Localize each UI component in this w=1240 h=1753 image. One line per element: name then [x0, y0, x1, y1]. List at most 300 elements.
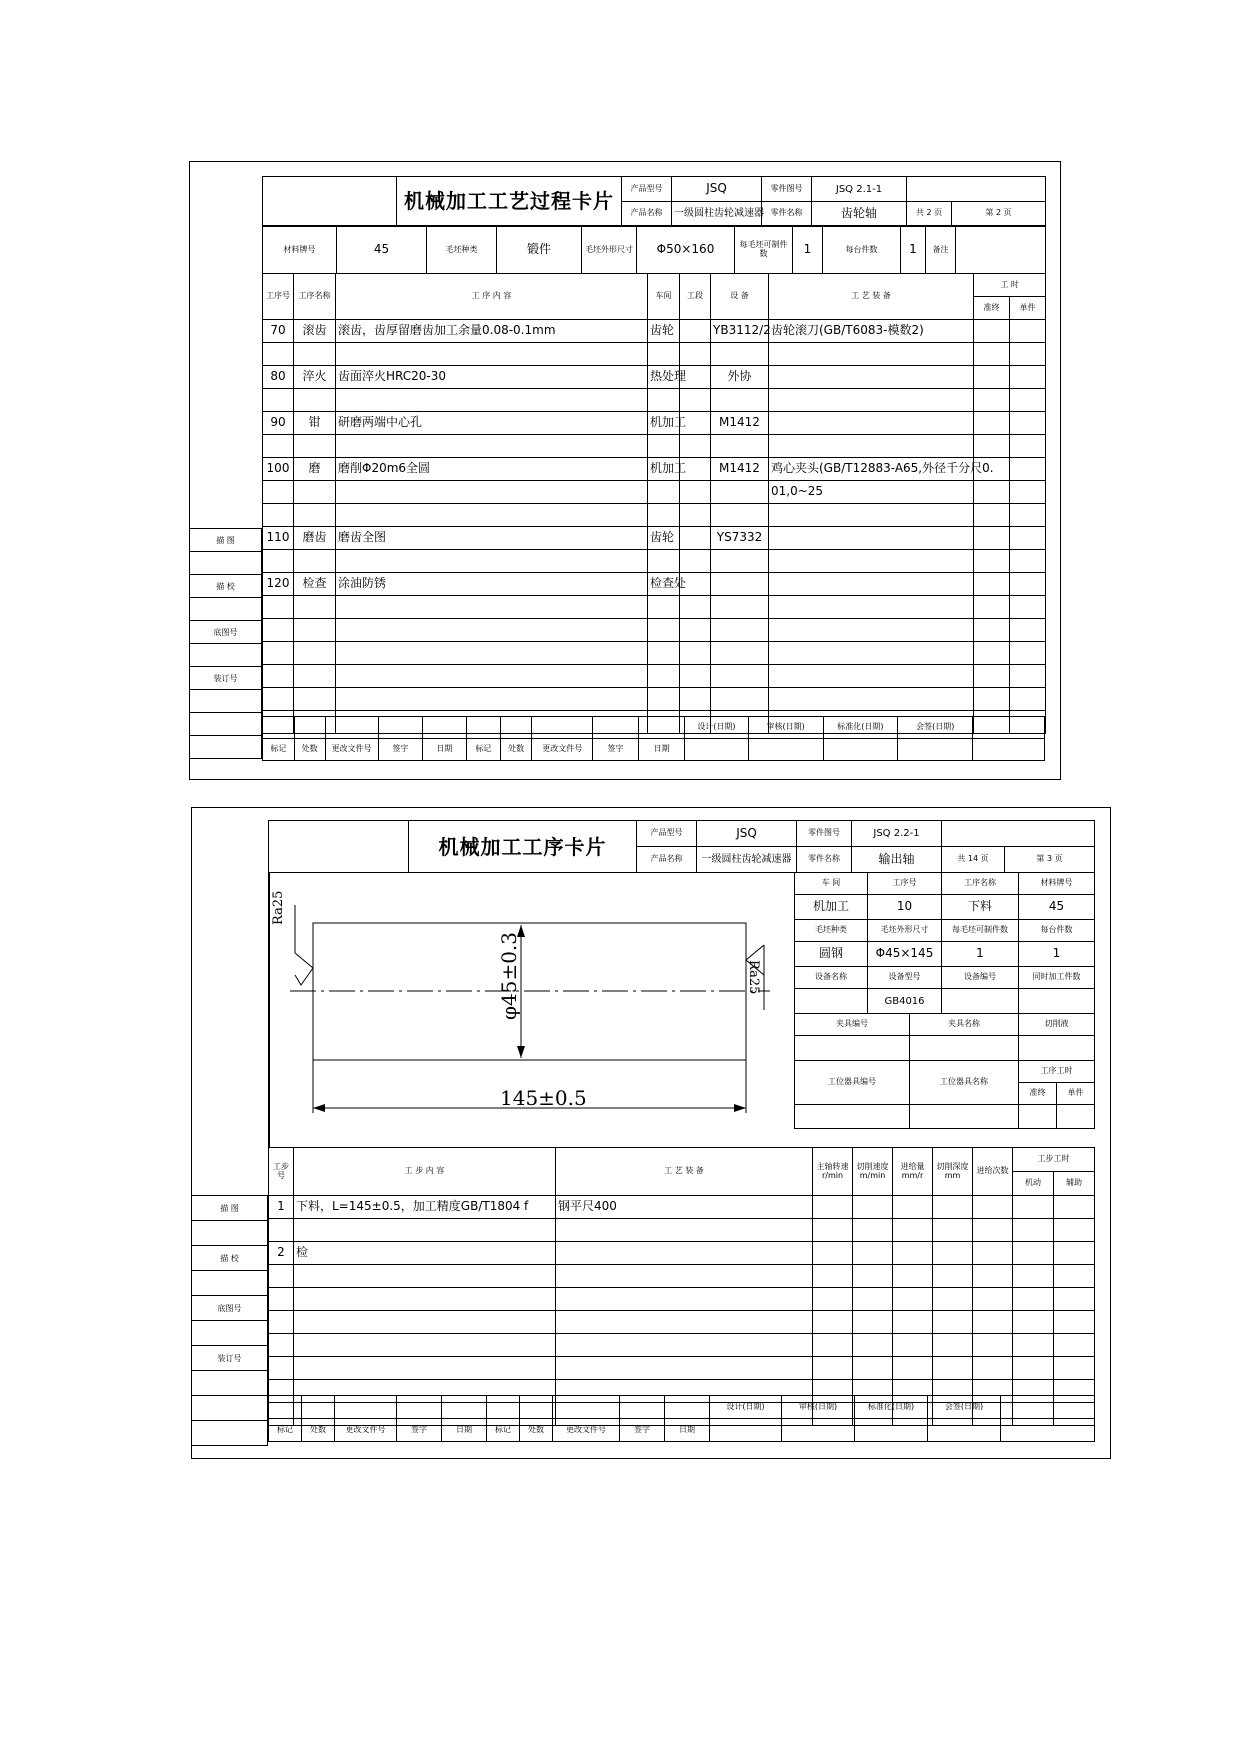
side-base-no: 底图号: [190, 621, 262, 644]
op-name: [294, 435, 336, 458]
col-tooling: 工 艺 装 备: [769, 274, 974, 320]
section: [680, 389, 711, 412]
prep-time: [974, 573, 1010, 596]
spindle-speed: [813, 1265, 853, 1288]
op-no: [263, 435, 294, 458]
label: 工序名称: [942, 873, 1019, 895]
table-row: [269, 1196, 1095, 1219]
op-content: [336, 504, 648, 527]
equipment: [711, 504, 769, 527]
tooling: [769, 688, 974, 711]
step-content: [294, 1288, 556, 1311]
prep-time: [974, 642, 1010, 665]
op-name: [294, 481, 336, 504]
footer-sign: 会签(日期): [928, 1396, 1001, 1419]
spindle-speed: [813, 1357, 853, 1380]
table-row: [263, 688, 1046, 711]
step-content: [294, 1265, 556, 1288]
table-row: [263, 320, 1046, 343]
total-pages: 共 2 页: [907, 202, 952, 226]
part-name: 输出轴: [852, 847, 942, 873]
table-row: [269, 1242, 1095, 1265]
section: [680, 642, 711, 665]
current-page: 第 3 页: [1005, 847, 1095, 873]
passes: [973, 1334, 1013, 1357]
workshop: [648, 665, 680, 688]
op-name: [294, 665, 336, 688]
tooling: [769, 343, 974, 366]
card2-title: 机械加工工序卡片: [409, 821, 637, 873]
col-feed: 进给量 mm/r: [893, 1148, 933, 1196]
footer-standard: 标准化(日期): [855, 1396, 928, 1419]
prep-time: [974, 619, 1010, 642]
label: 毛坯种类: [795, 920, 868, 942]
section: [680, 596, 711, 619]
op-name: 淬火: [294, 366, 336, 389]
side-trace-check: 描 校: [192, 1246, 268, 1271]
feed: [893, 1311, 933, 1334]
col-equipment: 设 备: [711, 274, 769, 320]
workshop: [648, 504, 680, 527]
footer-review: 审核(日期): [748, 717, 823, 739]
section: [680, 504, 711, 527]
label: 每毛坯可制件数: [942, 920, 1019, 942]
machine-time: [1013, 1265, 1054, 1288]
step-no: 1: [269, 1196, 294, 1219]
spindle-speed: [813, 1219, 853, 1242]
footer-sign: 会签(日期): [898, 717, 973, 739]
footer-cell: [782, 1419, 855, 1442]
unit-time: [1010, 550, 1046, 573]
tooling: [769, 527, 974, 550]
footer-cell: [928, 1419, 1001, 1442]
aux-time: [1054, 1334, 1095, 1357]
label: 产品名称: [637, 847, 697, 873]
section: [680, 481, 711, 504]
table-row: [263, 435, 1046, 458]
equipment: [711, 642, 769, 665]
op-no: [263, 343, 294, 366]
equipment: YS7332: [711, 527, 769, 550]
tooling: [769, 596, 974, 619]
section: [680, 619, 711, 642]
passes: [973, 1219, 1013, 1242]
op-content: [336, 688, 648, 711]
label: 工序号: [868, 873, 942, 895]
workshop: [648, 550, 680, 573]
op-name: [294, 619, 336, 642]
label: 材料牌号: [1019, 873, 1095, 895]
tooling: [769, 573, 974, 596]
op-content: 磨削Φ20m6全圆: [336, 458, 648, 481]
col-prep: 准终: [974, 297, 1010, 320]
aux-time: [1054, 1288, 1095, 1311]
tooling: [769, 550, 974, 573]
equipment: [711, 389, 769, 412]
depth: [933, 1334, 973, 1357]
unit-time: [1010, 527, 1046, 550]
step-no: 2: [269, 1242, 294, 1265]
roughness-left-icon: [295, 953, 313, 985]
prep-time: [974, 435, 1010, 458]
op-no: [263, 688, 294, 711]
unit-time: [1010, 665, 1046, 688]
col-step: 工步号: [269, 1148, 294, 1196]
label: 单件: [1057, 1083, 1095, 1105]
tooling: 齿轮滚刀(GB/T6083-模数2): [769, 320, 974, 343]
spindle-speed: [813, 1311, 853, 1334]
label: 同时加工件数: [1019, 967, 1095, 989]
table-row: [269, 1288, 1095, 1311]
blank-size: Φ45×145: [868, 942, 942, 967]
footer-cell: [855, 1419, 928, 1442]
spindle-speed: [813, 1334, 853, 1357]
per-machine: 1: [901, 227, 926, 274]
material: 45: [337, 227, 427, 274]
footer-mark-label: 日期: [639, 739, 685, 761]
ra-right-label: Ra25: [746, 960, 761, 995]
step-no: [269, 1288, 294, 1311]
card1-process-table: [262, 273, 1046, 734]
label: 产品名称: [622, 202, 672, 226]
table-row: [263, 343, 1046, 366]
card1-title: 机械加工工艺过程卡片: [397, 177, 622, 226]
workshop: [648, 481, 680, 504]
label: 工位器具编号: [795, 1061, 910, 1105]
passes: [973, 1265, 1013, 1288]
per-blank: 1: [793, 227, 823, 274]
side-binding-no: 装订号: [192, 1346, 268, 1371]
workshop: [648, 343, 680, 366]
prep-time: [974, 596, 1010, 619]
col-passes: 进给次数: [973, 1148, 1013, 1196]
op-content: [336, 665, 648, 688]
op-no: [263, 550, 294, 573]
op-content: 齿面淬火HRC20-30: [336, 366, 648, 389]
op-no: [263, 642, 294, 665]
step-content: [294, 1334, 556, 1357]
equipment: [711, 619, 769, 642]
current-page: 第 2 页: [952, 202, 1046, 226]
table-row: [263, 527, 1046, 550]
cutting-speed: [853, 1265, 893, 1288]
equipment: YB3112/2: [711, 320, 769, 343]
col-aux: 辅助: [1054, 1172, 1095, 1196]
table-row: [263, 458, 1046, 481]
footer-mark-label: 签字: [592, 739, 638, 761]
aux-time: [1054, 1265, 1095, 1288]
footer-mark-label: 签字: [378, 739, 422, 761]
tooling: [769, 642, 974, 665]
step-no: [269, 1219, 294, 1242]
footer-mark-label: 更改文件号: [532, 739, 592, 761]
blank-size: Φ50×160: [637, 227, 735, 274]
product-name: 一级圆柱齿轮减速器: [697, 847, 797, 873]
op-name: [294, 389, 336, 412]
card1-side-blocks: [189, 528, 262, 759]
label: 每台件数: [823, 227, 901, 274]
label: 准终: [1019, 1083, 1057, 1105]
depth: [933, 1357, 973, 1380]
tooling: [556, 1219, 813, 1242]
step-no: [269, 1265, 294, 1288]
label: 产品型号: [622, 177, 672, 202]
part-name: 齿轮轴: [812, 202, 907, 226]
op-name: [294, 596, 336, 619]
workshop: [648, 596, 680, 619]
workshop: 齿轮: [648, 527, 680, 550]
side-trace-check: 描 校: [190, 575, 262, 598]
tooling: [769, 619, 974, 642]
op-no: 110: [263, 527, 294, 550]
label: 毛坯外形尺寸: [582, 227, 637, 274]
label: 每毛坯可制件数: [735, 227, 793, 274]
card2-right-info: [794, 872, 1095, 1129]
step-content: 检: [294, 1242, 556, 1265]
feed: [893, 1288, 933, 1311]
table-row: [269, 1357, 1095, 1380]
label: 毛坯种类: [427, 227, 497, 274]
label: 设备型号: [868, 967, 942, 989]
step-no: [269, 1357, 294, 1380]
unit-time: [1010, 320, 1046, 343]
footer-mark-label: 处数: [302, 1419, 335, 1442]
op-no: 70: [263, 320, 294, 343]
section: [680, 688, 711, 711]
unit-time: [1010, 389, 1046, 412]
prep-time: [974, 412, 1010, 435]
label: 夹具编号: [795, 1014, 910, 1036]
prep-time: [974, 481, 1010, 504]
col-workshop: 车间: [648, 274, 680, 320]
table-row: [269, 1311, 1095, 1334]
card1-material-row: [262, 226, 1046, 274]
section: [680, 435, 711, 458]
table-row: [263, 550, 1046, 573]
tooling: [769, 412, 974, 435]
op-no: [263, 665, 294, 688]
section: [680, 665, 711, 688]
table-row: [263, 389, 1046, 412]
cutting-speed: [853, 1219, 893, 1242]
op-name: [294, 504, 336, 527]
aux-time: [1054, 1196, 1095, 1219]
tooling: [769, 389, 974, 412]
op-content: [336, 389, 648, 412]
equipment: [711, 435, 769, 458]
unit-time: [1010, 343, 1046, 366]
table-row: [269, 1265, 1095, 1288]
section: [680, 527, 711, 550]
card1-footer: [262, 716, 1045, 761]
cutting-speed: [853, 1242, 893, 1265]
side-trace: 描 图: [192, 1196, 268, 1221]
workshop: [648, 389, 680, 412]
footer-mark-label: 签字: [397, 1419, 442, 1442]
prep-time: [974, 665, 1010, 688]
tooling: 鸡心夹头(GB/T12883-A65,外径千分尺0.: [769, 458, 974, 481]
passes: [973, 1311, 1013, 1334]
label: 夹具名称: [910, 1014, 1019, 1036]
aux-time: [1054, 1357, 1095, 1380]
label: 工序工时: [1019, 1061, 1095, 1083]
depth: [933, 1196, 973, 1219]
col-section: 工段: [680, 274, 711, 320]
col-cut-speed: 切削速度 m/min: [853, 1148, 893, 1196]
unit-time: [1010, 458, 1046, 481]
footer-mark-label: 日期: [665, 1419, 710, 1442]
label: 毛坯外形尺寸: [868, 920, 942, 942]
equipment: [711, 688, 769, 711]
workshop: 机加工: [648, 458, 680, 481]
passes: [973, 1357, 1013, 1380]
unit-time: [1010, 481, 1046, 504]
table-row: [263, 619, 1046, 642]
equipment: [711, 596, 769, 619]
op-no: [263, 504, 294, 527]
blank-type: 圆钢: [795, 942, 868, 967]
unit-time: [1010, 504, 1046, 527]
remark: [956, 227, 1046, 274]
footer-mark-label: 标记: [263, 739, 295, 761]
label: 车 间: [795, 873, 868, 895]
aux-time: [1054, 1219, 1095, 1242]
op-name: 滚齿: [294, 320, 336, 343]
unit-time: [1010, 642, 1046, 665]
col-step-time: 工步工时: [1013, 1148, 1095, 1172]
depth: [933, 1242, 973, 1265]
cutting-speed: [853, 1357, 893, 1380]
workshop: [648, 688, 680, 711]
table-row: [263, 665, 1046, 688]
op-content: [336, 343, 648, 366]
table-row: [263, 504, 1046, 527]
label: 每台件数: [1019, 920, 1095, 942]
part-no: JSQ 2.2-1: [852, 821, 942, 847]
cutting-speed: [853, 1196, 893, 1219]
equipment: M1412: [711, 412, 769, 435]
op-content: 滚齿，齿厚留磨齿加工余量0.08-0.1mm: [336, 320, 648, 343]
workshop: 机加工: [795, 895, 868, 920]
tooling: [556, 1265, 813, 1288]
step-no: [269, 1311, 294, 1334]
unit-time: [1010, 573, 1046, 596]
tooling: [556, 1311, 813, 1334]
spindle-speed: [813, 1288, 853, 1311]
prep-time: [974, 504, 1010, 527]
card1-header: [262, 176, 1046, 226]
op-no: 10: [868, 895, 942, 920]
op-name: [294, 688, 336, 711]
blank-type: 锻件: [497, 227, 582, 274]
passes: [973, 1196, 1013, 1219]
footer-mark-label: 更改文件号: [553, 1419, 620, 1442]
label: 零件图号: [797, 821, 852, 847]
col-time: 工 时: [974, 274, 1046, 297]
step-content: [294, 1357, 556, 1380]
table-row: [263, 642, 1046, 665]
per-blank: 1: [942, 942, 1019, 967]
label: 零件名称: [762, 202, 812, 226]
op-no: 90: [263, 412, 294, 435]
tooling: [769, 366, 974, 389]
depth: [933, 1288, 973, 1311]
equipment: M1412: [711, 458, 769, 481]
depth: [933, 1311, 973, 1334]
table-row: [263, 366, 1046, 389]
step-no: [269, 1334, 294, 1357]
cutting-speed: [853, 1334, 893, 1357]
total-pages: 共 14 页: [942, 847, 1005, 873]
equip-model: GB4016: [868, 989, 942, 1014]
spindle-speed: [813, 1242, 853, 1265]
tooling: [556, 1288, 813, 1311]
machine-time: [1013, 1242, 1054, 1265]
spindle-speed: [813, 1196, 853, 1219]
unit-time: [1010, 366, 1046, 389]
footer-mark-label: 标记: [466, 739, 500, 761]
op-no: [263, 596, 294, 619]
footer-mark-label: 处数: [500, 739, 532, 761]
material: 45: [1019, 895, 1095, 920]
unit-time: [1010, 596, 1046, 619]
op-no: 120: [263, 573, 294, 596]
op-content: 涂油防锈: [336, 573, 648, 596]
workshop: 机加工: [648, 412, 680, 435]
length-label: 145±0.5: [500, 1086, 587, 1110]
prep-time: [974, 550, 1010, 573]
label: 材料牌号: [263, 227, 337, 274]
op-content: [336, 435, 648, 458]
tooling: 钢平尺400: [556, 1196, 813, 1219]
footer-mark-label: 日期: [442, 1419, 487, 1442]
workshop: [648, 435, 680, 458]
side-trace: 描 图: [190, 529, 262, 552]
op-content: [336, 642, 648, 665]
card2-footer: [268, 1395, 1095, 1442]
col-content: 工 步 内 容: [294, 1148, 556, 1196]
feed: [893, 1196, 933, 1219]
tooling: [556, 1242, 813, 1265]
dia-label: φ45±0.3: [497, 931, 521, 1020]
table-row: [263, 596, 1046, 619]
footer-cell: [685, 739, 749, 761]
cutting-speed: [853, 1311, 893, 1334]
depth: [933, 1219, 973, 1242]
col-op-no: 工序号: [263, 274, 294, 320]
prep-time: [974, 343, 1010, 366]
op-name: 下料: [942, 895, 1019, 920]
table-row: [263, 573, 1046, 596]
col-unit: 单件: [1010, 297, 1046, 320]
passes: [973, 1288, 1013, 1311]
step-content: 下料，L=145±0.5，加工精度GB/T1804 f: [294, 1196, 556, 1219]
col-op-name: 工序名称: [294, 274, 336, 320]
aux-time: [1054, 1311, 1095, 1334]
machine-time: [1013, 1219, 1054, 1242]
product-name: 一级圆柱齿轮减速器: [672, 202, 762, 226]
op-content: [336, 596, 648, 619]
label: 工位器具名称: [910, 1061, 1019, 1105]
op-content: [336, 550, 648, 573]
op-content: 磨齿全图: [336, 527, 648, 550]
label: 设备名称: [795, 967, 868, 989]
table-row: [269, 1219, 1095, 1242]
equipment: [711, 573, 769, 596]
tooling: [769, 504, 974, 527]
footer-design: 设计(日期): [685, 717, 749, 739]
card2-side-blocks: [191, 1195, 268, 1446]
